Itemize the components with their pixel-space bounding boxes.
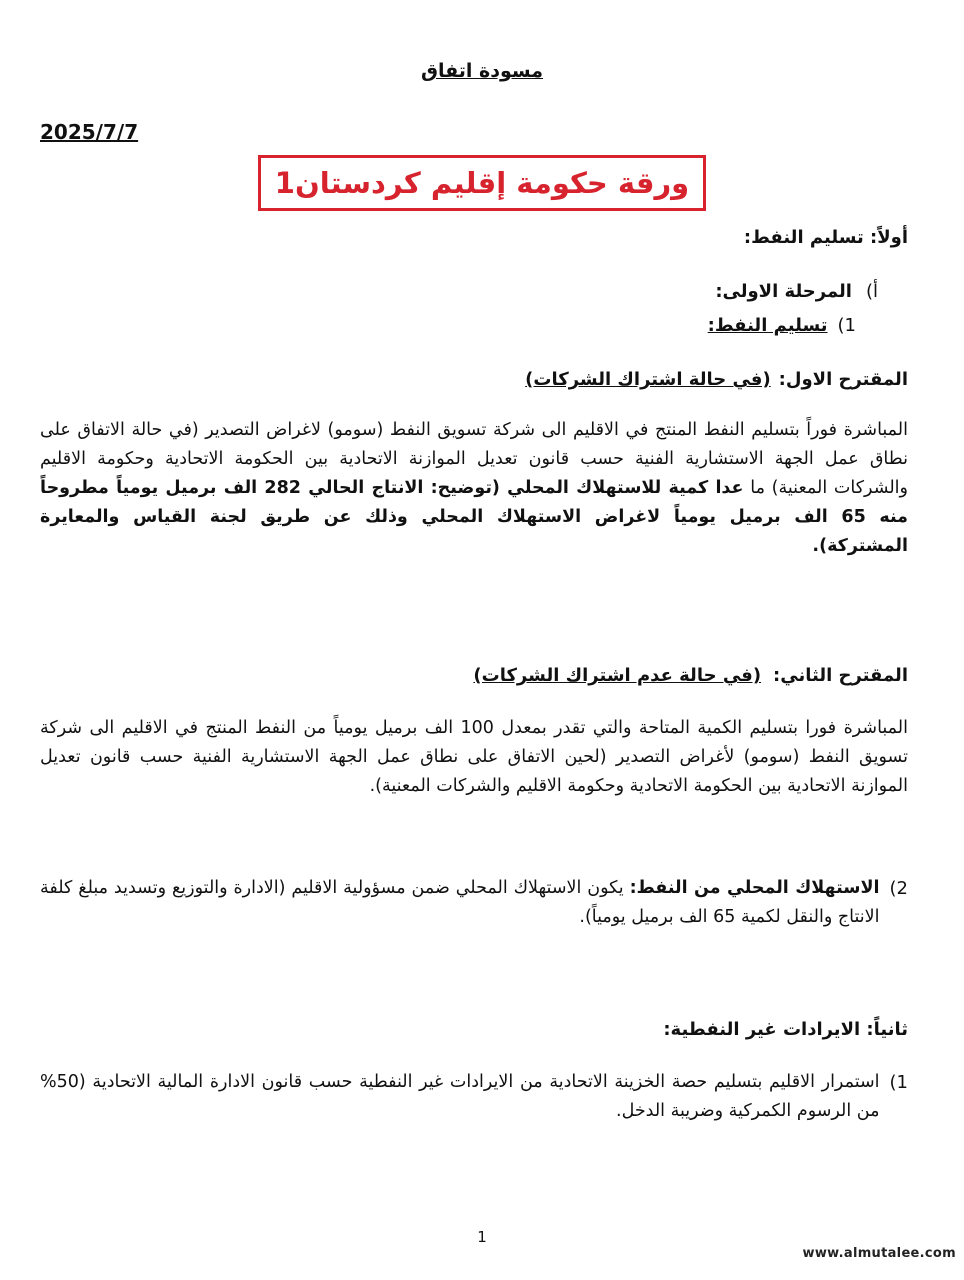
item1-heading (708, 312, 856, 340)
proposal1-heading (525, 366, 908, 394)
banner-text: ورقة حكومة إقليم كردستان1 (274, 166, 690, 200)
proposal2-paragraph (40, 714, 908, 801)
item2-body (40, 874, 880, 932)
proposal1-text: المباشرة فوراً بتسليم النفط المنتج في الاقليم الى شركة تسويق النفط (سومو) لاغراض التصدير (في حالة الاتفاق على نطاق عمل الجهة الاستشارية الفنية حسب قانون تعديل الموازنة الاتحادية بين الحكومة الاتحادية وحكومة الاقليم والشركات المعنية) ما (40, 420, 908, 498)
document-title: مسودة اتفاق (420, 60, 544, 82)
title-banner (258, 155, 706, 211)
item1-label: تسليم النفط: (707, 315, 828, 336)
proposal1-condition: (في حالة اشتراك الشركات) (525, 369, 771, 390)
item2 (40, 874, 908, 932)
proposal2-text: المباشرة فورا بتسليم الكمية المتاحة والتي تقدر بمعدل 100 الف برميل يومياً من النفط المنتج في الاقليم الى شركة تسويق النفط (سومو) لأغراض التصدير (لحين الاتفاق على نطاق عمل الجهة الاستشارية الفنية حسب قانون تعديل الموازنة الاتحادية بين الحكومة الاتحادية وحكومة الاقليم والشركات المعنية). (40, 718, 908, 796)
section2-heading: ثانياً: الايرادات غير النفطية: (663, 1019, 908, 1040)
proposal2-condition: (في حالة عدم اشتراك الشركات) (473, 665, 762, 686)
phase-marker: أ) (865, 281, 878, 302)
section1-heading: أولاً: تسليم النفط: (743, 227, 908, 248)
page-number: 1 (477, 1228, 487, 1246)
section2-item1-number: 1) (889, 1072, 908, 1093)
section2-item1 (40, 1068, 908, 1126)
proposal2-label: المقترح الثاني: (773, 665, 908, 686)
proposal1-bold-text: عدا كمية للاستهلاك المحلي (توضيح: الانتاج الحالي 282 الف برميل يومياً مطروحاً منه 65 الف برميل يومياً لاغراض الاستهلاك المحلي وذلك عن طريق لجنة القياس والمعايرة المشتركة). (40, 478, 908, 556)
section2-item1-text: استمرار الاقليم بتسليم حصة الخزينة الاتحادية من الايرادات غير النفطية حسب قانون الادارة المالية الاتحادية (50% من الرسوم الكمركية وضريبة الدخل. (40, 1072, 880, 1121)
item2-label: الاستهلاك المحلي من النفط: (629, 878, 880, 898)
document-date: 2025/7/7 (40, 120, 139, 144)
item2-text: يكون الاستهلاك المحلي ضمن مسؤولية الاقليم (الادارة والتوزيع وتسديد مبلغ كلفة الانتاج والنقل لكمية 65 الف برميل يومياً). (40, 878, 880, 927)
proposal1-label: المقترح الاول: (778, 369, 908, 390)
phase-label: المرحلة الاولى: (715, 281, 852, 302)
site-watermark: www.almutalee.com (802, 1246, 956, 1261)
proposal2-heading (473, 662, 908, 690)
proposal1-paragraph (40, 416, 908, 561)
item1-number: 1) (837, 315, 856, 336)
item2-number: 2) (889, 878, 908, 899)
phase-heading (715, 278, 878, 306)
